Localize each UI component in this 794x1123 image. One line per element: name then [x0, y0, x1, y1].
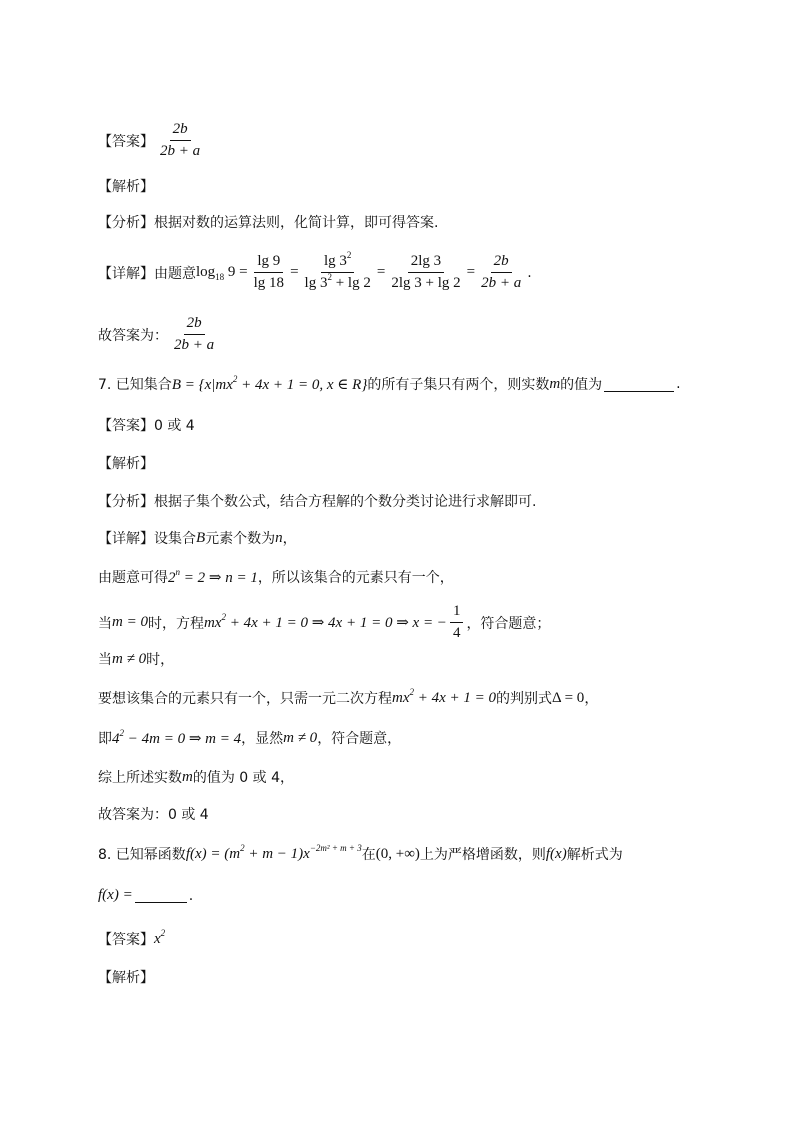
p7-line-2: 当 m = 0 时，方程 $mx^2 + 4x + 1 = 0$ ⇒ 4x + 1 = 0 ⇒ x = − $\frac{1}{4}$ ，符合题意；	[98, 603, 551, 641]
p6-analysis-tag: 【解析】	[98, 179, 154, 195]
log-expression: $\log_{18} 9$ =	[196, 264, 248, 282]
p7-line-1: 由题意可得 $2^n = 2$ ⇒ n = 1 ，所以该集合的元素只有一个，	[98, 566, 454, 586]
p8-question-line-2: f(x) = .	[98, 887, 194, 904]
fenxi-tag: 【分析】	[98, 215, 154, 231]
p7-line-6: 综上所述实数 m 的值为 0 或 4，	[98, 768, 295, 786]
p8-analysis-tag: 【解析】	[98, 970, 154, 986]
p6-detail-line: 【详解】 由题意 $\log_{18} 9$ = $\frac{\lg 9}{\lg 18}$ = $\frac{\lg 3^2}{\lg 3^2 + \lg 2}$ = $\frac{2\lg 3}{2\lg 3 + \lg 2}$ = $\frac{2b}{2b + a}$ .	[98, 250, 532, 291]
p7-answer-line: 【答案】 0 或 4	[98, 415, 195, 435]
fraction-result: $\frac{2b}{2b + a}$	[481, 253, 522, 291]
set-expression: $B = \{x|mx^2 + 4x + 1 = 0$, x ∈ R}	[171, 373, 368, 393]
fenxi-text: 根据对数的运算法则，化简计算，即可得答案.	[154, 215, 439, 231]
p6-fenxi-line	[98, 212, 438, 232]
answer-blank	[604, 377, 674, 392]
p7-detail-line: 【详解】 设集合 B 元素个数为 n ，	[98, 529, 297, 547]
conclusion-fraction: $\frac{2b}{2b + a}$	[174, 315, 215, 353]
p7-answer-value: 0 或 4	[154, 418, 195, 434]
p8-answer-line: 【答案】 $x^2$	[98, 927, 166, 948]
fraction-one-quarter: $\frac{1}{4}$	[450, 603, 464, 642]
detail-tag: 【详解】	[98, 265, 154, 282]
answer-tag: 【答案】	[98, 133, 154, 150]
p6-conclusion-line: 故答案为： $\frac{2b}{2b + a}$	[98, 315, 220, 354]
fraction-lg9-lg18: $\frac{\lg 9}{\lg 18}$	[253, 253, 285, 291]
p7-fenxi-line: 【分析】 根据子集个数公式，结合方程解的个数分类讨论进行求解即可.	[98, 494, 537, 510]
p8-question: 8. 已知幂函数 $f(x) = (m^2 + m - 1)x^{-2m^2 + m + 3}$ 在 (0, +∞) 上为严格增函数，则 f(x) 解析式为	[98, 842, 623, 863]
p7-question: 7. 已知集合 $B = \{x|mx^2 + 4x + 1 = 0$, x ∈ R} 的所有子集只有两个，则实数 m 的值为 .	[98, 373, 681, 393]
p7-line-3: 当 m ≠ 0 时，	[98, 650, 175, 668]
answer-fraction: $\frac{2b}{2b + a}$	[160, 121, 201, 159]
power-function-expression: $f(x) = (m^2 + m - 1)x^{-2m^2 + m + 3}$	[185, 842, 362, 862]
p7-analysis-tag: 【解析】	[98, 456, 154, 472]
answer-blank	[135, 888, 187, 903]
fraction-2lg3: $\frac{2\lg 3}{2\lg 3 + \lg 2}$	[391, 253, 461, 291]
p8-answer-value: $x^2$	[154, 927, 166, 947]
p7-line-5: 即 $4^2 - 4m = 0$ ⇒ m = 4 ，显然 m ≠ 0 ，符合题意，	[98, 727, 402, 747]
p7-conclusion: 故答案为：0 或 4	[98, 807, 209, 823]
fraction-lg3sq: $\frac{\lg 3^2}{\lg 3^2 + \lg 2}$	[304, 250, 371, 291]
p7-line-4: 要想该集合的元素只有一个，只需一元二次方程 $mx^2 + 4x + 1 = 0$ 的判别式 Δ = 0 ，	[98, 686, 599, 707]
p6-answer-line	[98, 121, 206, 160]
